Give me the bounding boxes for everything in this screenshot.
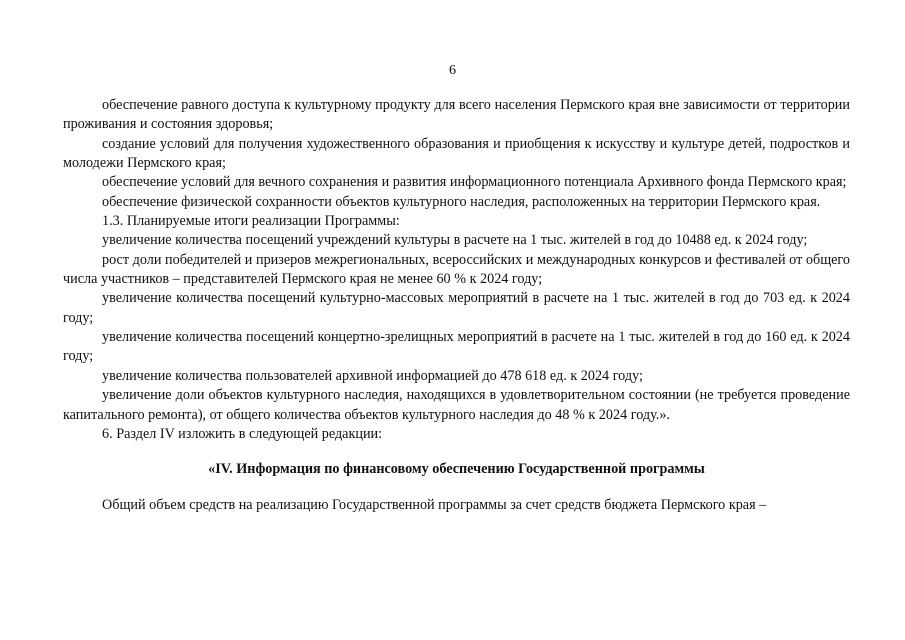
paragraph-access-to-culture: обеспечение равного доступа к культурному продукту для всего населения Пермского края вне зависимости от территории проживания и состояния здоровья; [63,97,850,133]
paragraph-archive-users: увеличение количества пользователей архивной информацией до 478 618 ед. к 2024 году; [102,367,643,384]
paragraph-archive-fund: обеспечение условий для вечного сохранения и развития информационного потенциала Архивного фонда Пермского края; [102,174,847,191]
paragraph-heritage-safety: обеспечение физической сохранности объектов культурного наследия, расположенных на территории Пермского края. [102,193,821,210]
paragraph-winners-share: рост доли победителей и призеров межрегиональных, всероссийских и международных конкурсов и фестивалей от общего числа участников – представителей Пермского края не менее 60 % к 2024 году; [63,251,850,288]
document-body [63,96,850,516]
paragraph-planned-results-heading: 1.3. Планируемые итоги реализации Программы: [102,213,400,230]
paragraph-mass-events: увеличение количества посещений культурно-массовых мероприятий в расчете на 1 тыс. жителей в год до 703 ед. к 2024 году; [63,290,850,326]
paragraph-total-funding: Общий объем средств на реализацию Государственной программы за счет средств бюджета Пермского края – [102,497,767,514]
page-number: 6 [449,63,456,78]
section-heading: «IV. Информация по финансовому обеспечению Государственной программы [208,461,705,478]
paragraph-visits-institutions: увеличение количества посещений учреждений культуры в расчете на 1 тыс. жителей в год до 10488 ед. к 2024 году; [102,232,808,249]
paragraph-section-iv-instruction: 6. Раздел IV изложить в следующей редакции: [102,425,383,442]
paragraph-art-education: создание условий для получения художественного образования и приобщения к искусству и культуре детей, подростков и молодежи Пермского края; [63,135,850,172]
paragraph-concert-events: увеличение количества посещений концертно-зрелищных мероприятий в расчете на 1 тыс. жителей в год до 160 ед. к 2024 году; [63,329,850,365]
paragraph-heritage-condition: увеличение доли объектов культурного наследия, находящихся в удовлетворительном состоянии (не требуется проведение капитального ремонта), от общего количества объектов культурного наследия до 48 % к 2024 году.». [63,387,850,423]
